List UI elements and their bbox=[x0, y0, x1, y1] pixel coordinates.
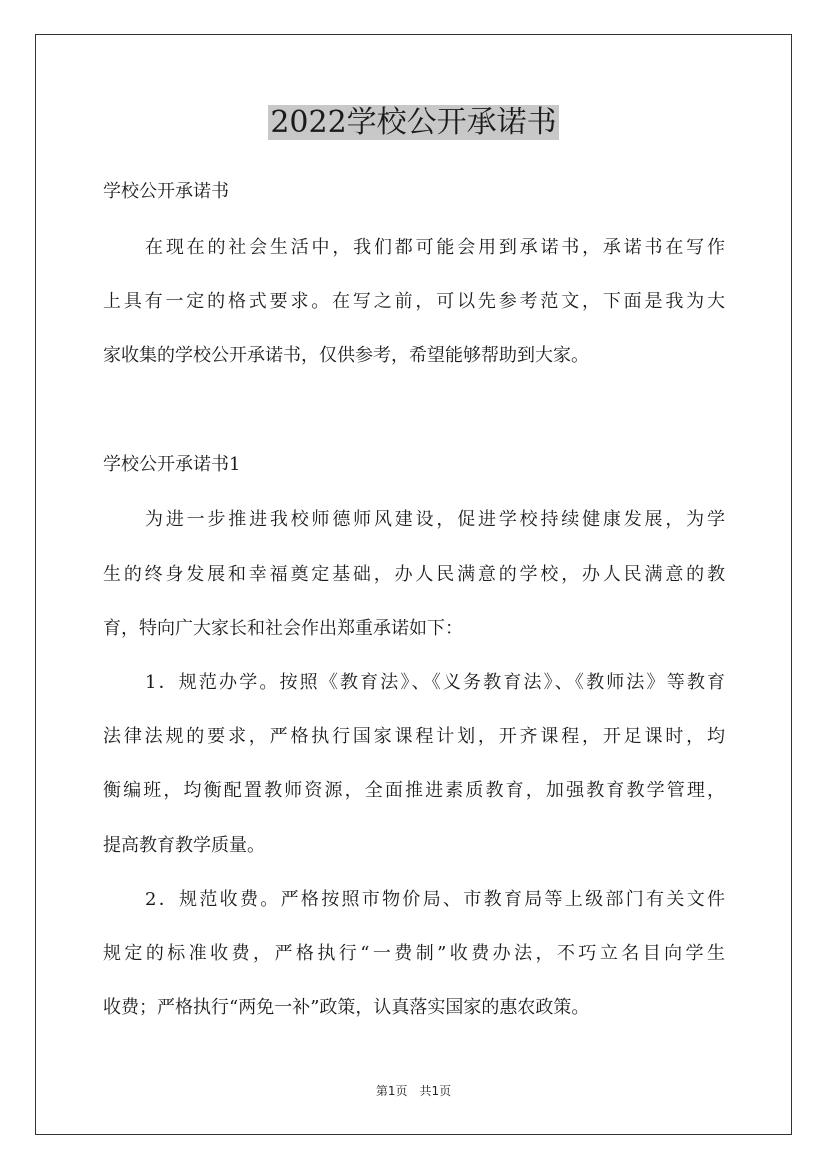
item1-line-3: 衡编班，均衡配置教师资源，全面推进素质教育，加强教育教学管理， bbox=[103, 780, 725, 801]
paragraph-line-1: 为进一步推进我校师德师风建设，促进学校持续健康发展，为学 bbox=[145, 509, 725, 530]
paragraph-line-3: 育，特向广大家长和社会作出郑重承诺如下： bbox=[103, 618, 463, 639]
paragraph-line-2: 生的终身发展和幸福奠定基础，办人民满意的学校，办人民满意的教 bbox=[103, 564, 725, 585]
item2-line-2: 规定的标准收费，严格执行“一费制”收费办法，不巧立名目向学生 bbox=[103, 943, 725, 964]
item1-line-1: 1．规范办学。按照《教育法》、《义务教育法》、《教师法》等教育 bbox=[145, 672, 725, 693]
subtitle: 学校公开承诺书 bbox=[103, 181, 229, 202]
item2-line-3: 收费；严格执行“两免一补”政策，认真落实国家的惠农政策。 bbox=[103, 997, 590, 1018]
intro-line-1: 在现在的社会生活中，我们都可能会用到承诺书，承诺书在写作 bbox=[145, 237, 725, 258]
page-number: 第1页 共1页 bbox=[375, 1084, 452, 1098]
intro-line-2: 上具有一定的格式要求。在写之前，可以先参考范文，下面是我为大 bbox=[103, 291, 725, 312]
document-title bbox=[0, 103, 827, 143]
intro-line-3: 家收集的学校公开承诺书，仅供参考，希望能够帮助到大家。 bbox=[103, 345, 589, 366]
section-heading: 学校公开承诺书1 bbox=[103, 454, 241, 475]
item1-line-4: 提高教育教学质量。 bbox=[103, 835, 265, 856]
item1-line-2: 法律法规的要求，严格执行国家课程计划，开齐课程，开足课时，均 bbox=[103, 726, 725, 747]
item2-line-1: 2．规范收费。严格按照市物价局、市教育局等上级部门有关文件 bbox=[145, 889, 725, 910]
document-title-text: 2022学校公开承诺书 bbox=[270, 105, 557, 140]
